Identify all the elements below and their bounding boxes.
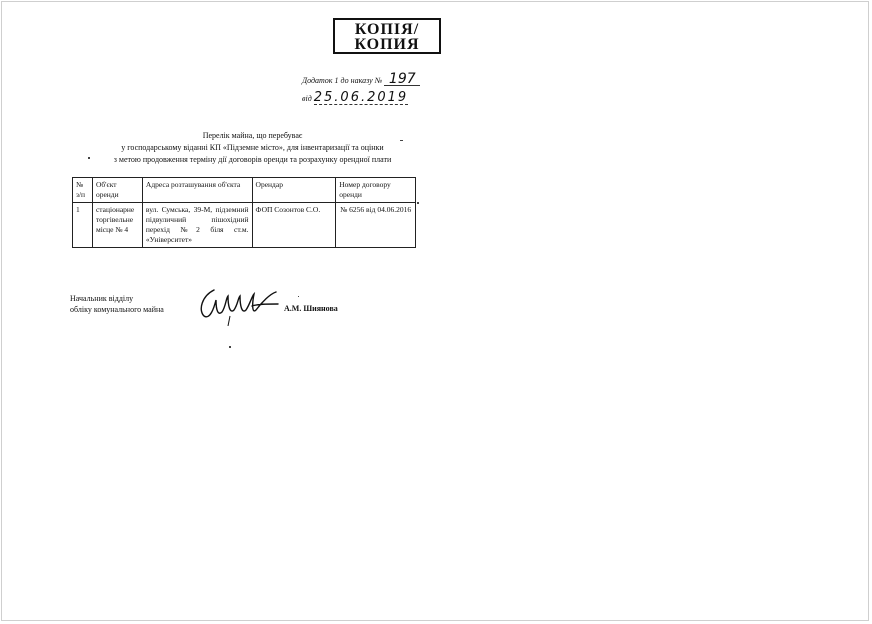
stamp-line-1: КОПІЯ/ — [354, 21, 420, 38]
addendum-label: Додаток 1 до наказу № — [302, 76, 383, 85]
cell-number: 1 — [73, 203, 93, 248]
table-row — [73, 203, 416, 248]
property-table — [72, 177, 416, 248]
heading-line-2: у господарському віданні КП «Підземне місто», для інвентаризації та оцінки — [121, 143, 384, 152]
document-heading — [80, 130, 425, 166]
cell-tenant: ФОП Созонтов С.О. — [252, 203, 336, 248]
stamp-line-2: КОПИЯ — [354, 36, 420, 53]
cell-object: стаціонарне торгівельне місце № 4 — [92, 203, 142, 248]
cell-address: вул. Сумська, 39-М, підземний підвуличний пішохідний перехід №2 біля ст.м. «Університет» — [142, 203, 252, 248]
col-object: Об'єкт оренди — [92, 178, 142, 203]
scan-speck — [417, 202, 419, 204]
signatory-title-line-1: Начальник відділу — [70, 294, 134, 303]
date-line — [302, 92, 408, 105]
cell-contract: № 6256 від 04.06.2016 — [336, 203, 416, 248]
heading-line-1: Перелік майна, що перебуває — [202, 131, 303, 140]
date-label: від — [302, 94, 312, 103]
heading-line-3: з метою продовження терміну дії договорів оренди та розрахунку орендної плати — [113, 155, 392, 164]
order-number: 197 — [384, 73, 420, 86]
order-date: 25.06.2019 — [313, 90, 409, 105]
table-header-row — [73, 178, 416, 203]
copy-stamp — [333, 18, 441, 54]
col-tenant: Орендар — [252, 178, 336, 203]
scan-speck — [400, 140, 403, 141]
signatory-title — [70, 293, 164, 315]
col-number: № з/п — [73, 178, 93, 203]
col-contract: Номер договору оренди — [336, 178, 416, 203]
signatory-name: А.М. Шиянова — [284, 304, 338, 313]
scan-speck — [229, 346, 231, 348]
signatory-title-line-2: обліку комунального майна — [70, 305, 164, 314]
scan-speck — [88, 157, 90, 159]
addendum-line — [302, 73, 420, 86]
col-address: Адреса розташування об'єкта — [142, 178, 252, 203]
scan-speck — [298, 296, 299, 297]
handwritten-signature — [196, 286, 280, 326]
